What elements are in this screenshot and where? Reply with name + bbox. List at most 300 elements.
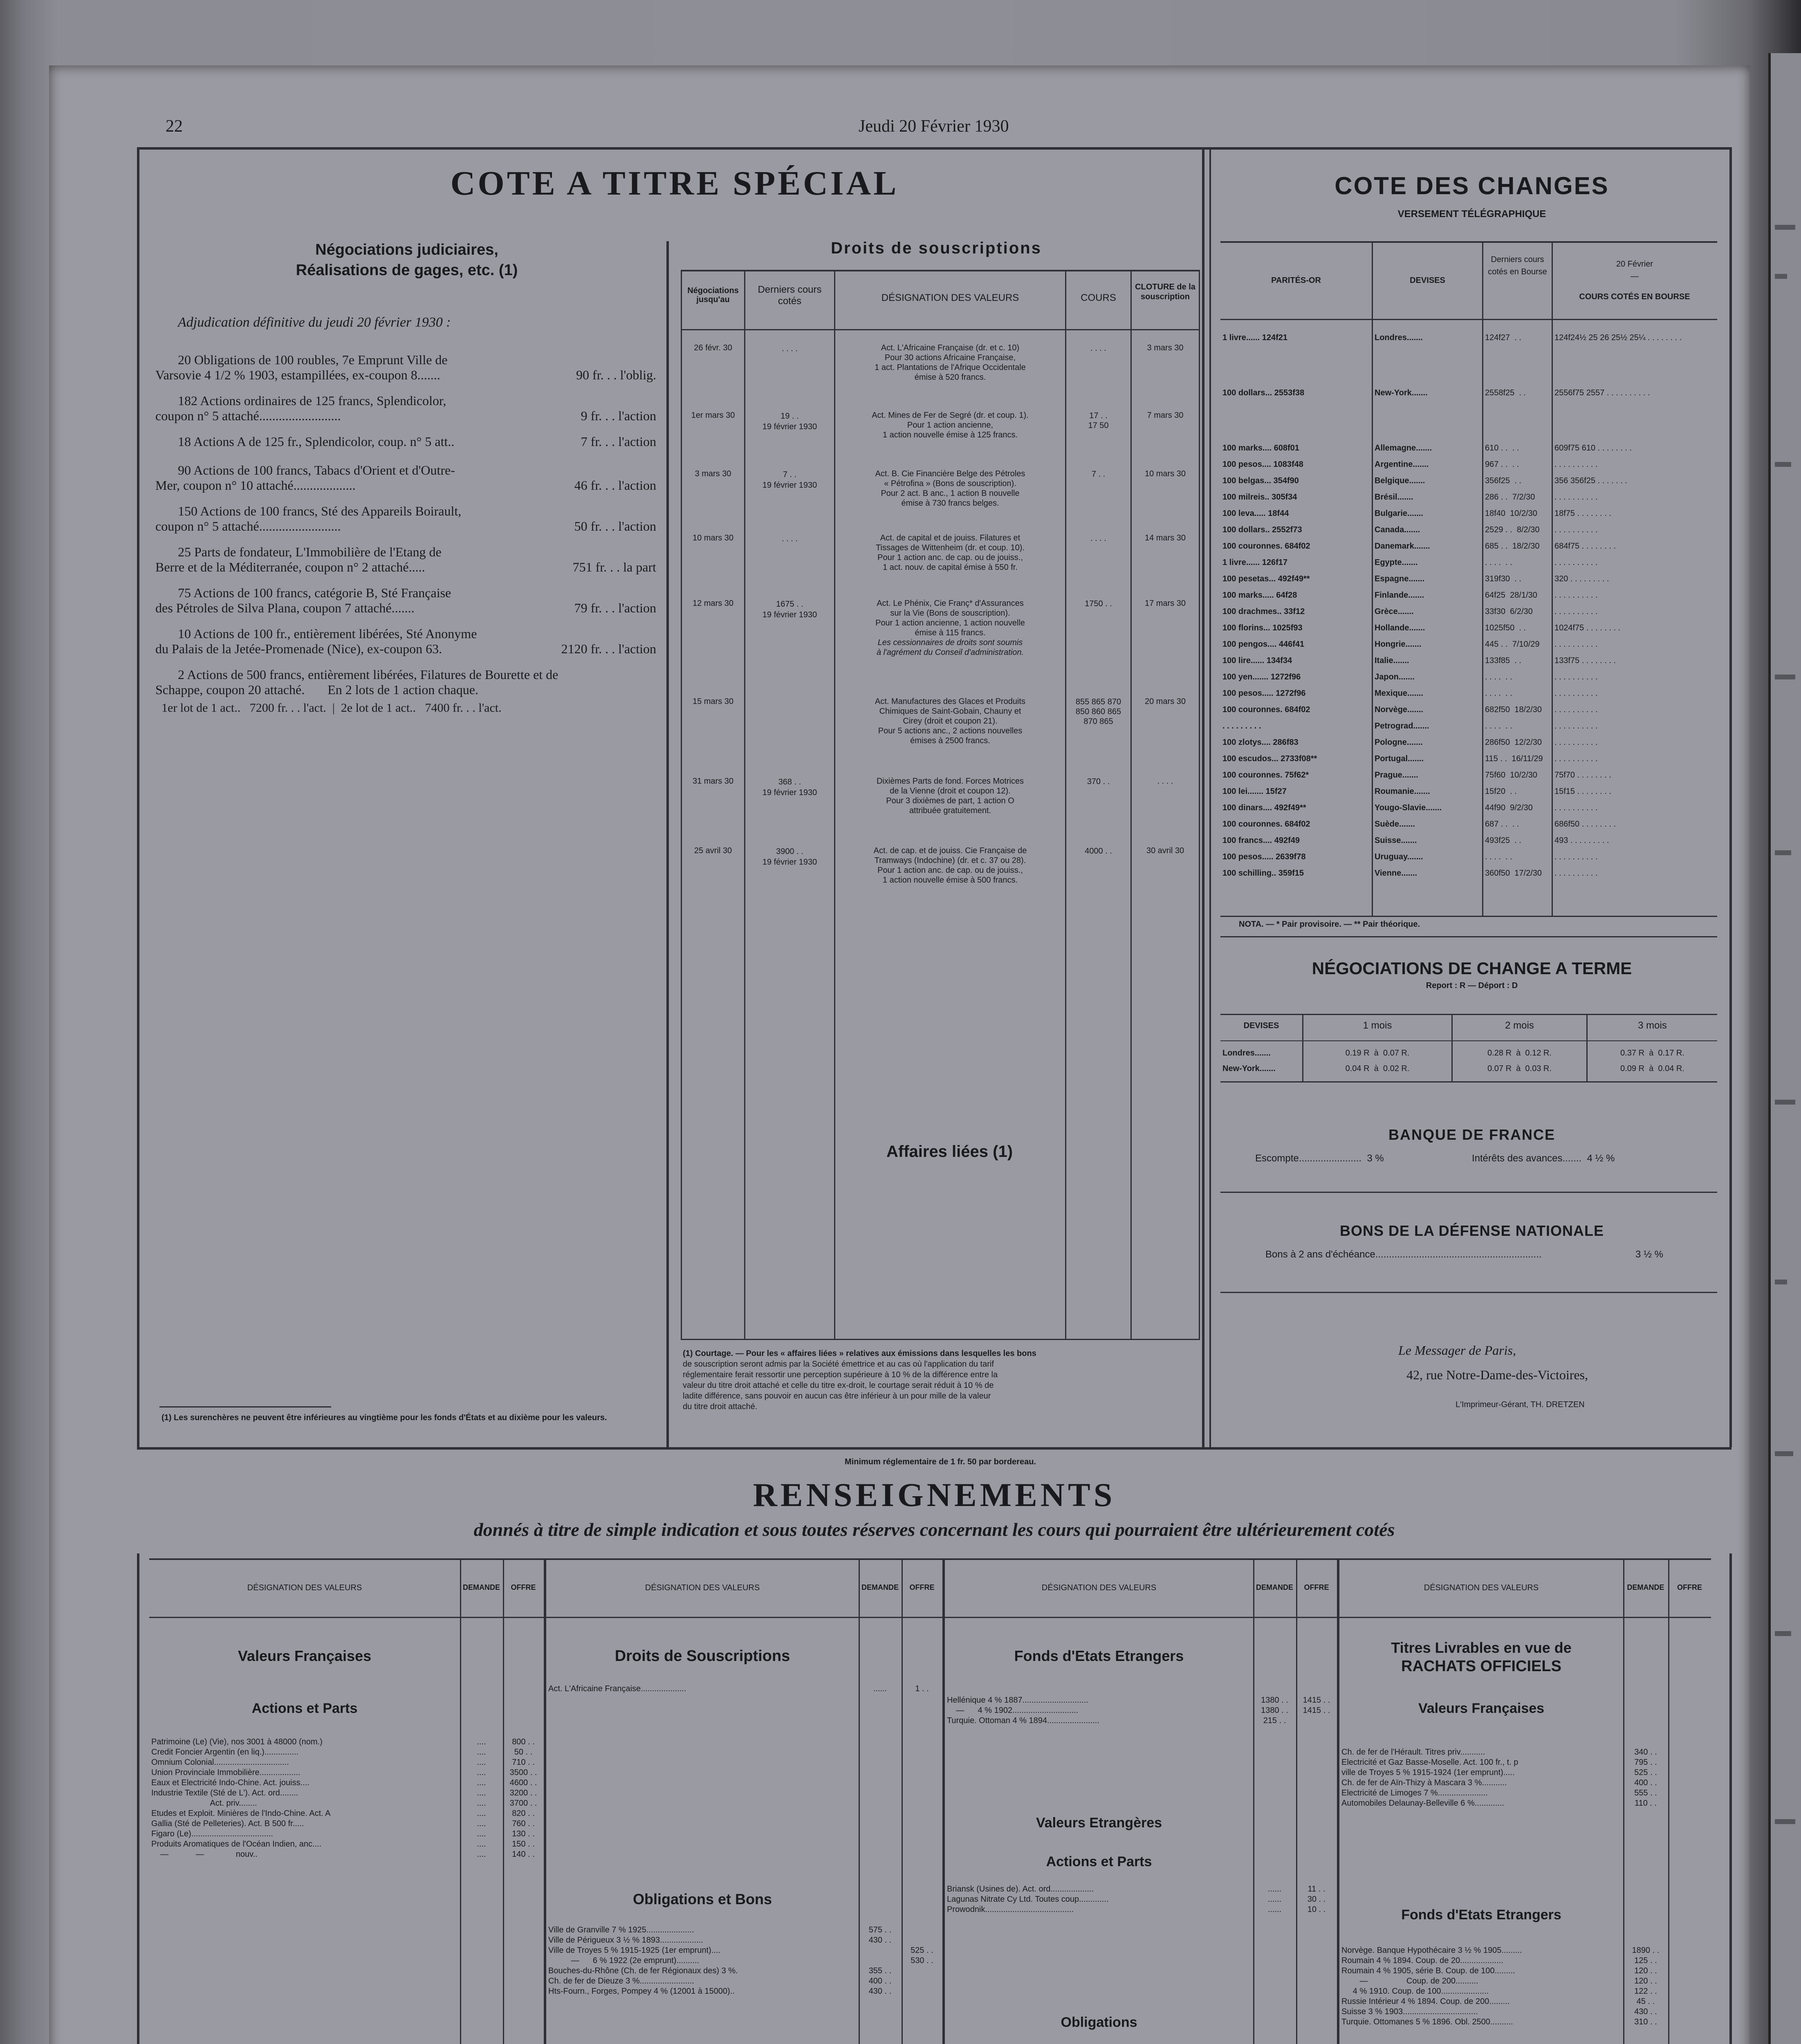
change-parite: 100 drachmes.. 33f12 xyxy=(1222,607,1305,616)
rens-row-demande: .... xyxy=(477,1819,486,1828)
droits-cours: 370 . . xyxy=(1087,777,1110,786)
change-parite: 1 livre...... 124f21 xyxy=(1222,333,1287,342)
change-devise: Japon....... xyxy=(1375,672,1415,681)
change-cours: 686f50 . . . . . . . . xyxy=(1554,820,1616,829)
change-cours: . . . . . . . . . . xyxy=(1554,803,1598,812)
change-parite: 100 belgas... 354f90 xyxy=(1222,476,1299,485)
change-parite: 100 marks.... 608f01 xyxy=(1222,444,1299,453)
rens-row-demande: .... xyxy=(477,1840,486,1849)
rens-row-designation: Automobiles Delaunay-Belleville 6 %............. xyxy=(1341,1799,1504,1808)
negociation-line: des Pétroles de Silva Plana, coupon 7 attaché....... xyxy=(155,601,415,615)
minimum-line: Minimum réglementaire de 1 fr. 50 par bordereau. xyxy=(845,1457,1036,1466)
rens-row-demande: 120 . . xyxy=(1634,1966,1657,1975)
negociation-price: 90 fr. . . l'oblig. xyxy=(576,368,656,382)
droits-dernier-cours: 19 . . 19 février 1930 xyxy=(762,412,817,431)
rens-row-demande: 795 . . xyxy=(1634,1758,1657,1767)
rens-row-demande: .... xyxy=(477,1778,486,1787)
rens-row-designation: — — nouv.. xyxy=(151,1850,258,1859)
rens-row-demande: 215 . . xyxy=(1263,1716,1286,1725)
change-cours: . . . . . . . . . . xyxy=(1554,689,1598,698)
rens-heading: Obligations et Bons xyxy=(632,1891,772,1907)
droits-cours: . . . . xyxy=(1090,344,1106,353)
droits-date: 15 mars 30 xyxy=(692,697,734,706)
adjacent-page-edge xyxy=(1768,53,1801,2044)
negociations-footnote: (1) Les surenchères ne peuvent être inférieures au vingtième pour les fonds d'États et au dixième pour les valeurs. xyxy=(161,1413,607,1422)
rens-row-designation: Briansk (Usines de). Act. ord................... xyxy=(947,1885,1094,1894)
change-dernier-cours: 75f60 10/2/30 xyxy=(1485,771,1537,780)
rens-heading: Fonds d'Etats Etrangers xyxy=(1014,1647,1184,1664)
terme-1mois: 0.04 R à 0.02 R. xyxy=(1345,1064,1410,1073)
change-parite: 100 milreis.. 305f34 xyxy=(1222,493,1297,502)
rens-col-offre: OFFRE xyxy=(511,1583,536,1591)
droits-designation: 1 action nouvelle émise à 125 francs. xyxy=(882,430,1018,439)
droits-col-negociations: Négociations jusqu'au xyxy=(687,286,739,304)
rens-row-offre: 1 . . xyxy=(915,1684,929,1693)
affaires-liees: Affaires liées (1) xyxy=(886,1143,1013,1161)
rens-row-offre: 1415 . . xyxy=(1303,1696,1330,1705)
change-dernier-cours: . . . . . . xyxy=(1485,558,1512,567)
adjudication-line: Adjudication définitive du jeudi 20 février 1930 : xyxy=(178,315,451,330)
changes-col-parites: PARITÉS-OR xyxy=(1271,276,1321,285)
droits-col-derniers: Derniers cours cotés xyxy=(758,284,822,307)
change-dernier-cours: . . . . . . xyxy=(1485,689,1512,698)
rens-heading: RACHATS OFFICIELS xyxy=(1401,1658,1561,1675)
droits-designation: Pour 5 actions anc., 2 actions nouvelles xyxy=(878,726,1023,735)
change-parite: 100 yen....... 1272f96 xyxy=(1222,672,1301,681)
droits-designation: « Pétrofina » (Bons de souscription). xyxy=(884,479,1016,488)
rens-row-offre: 525 . . xyxy=(911,1946,933,1955)
negociation-price: 2120 fr. . . l'action xyxy=(561,641,656,656)
rens-row-offre: 130 . . xyxy=(512,1829,535,1838)
rens-row-demande: 1380 . . xyxy=(1261,1696,1288,1705)
change-dernier-cours: 445 . . 7/10/29 xyxy=(1485,640,1540,649)
rule-line xyxy=(942,1558,945,2044)
droits-col-cours: COURS xyxy=(1081,292,1116,303)
change-dernier-cours: 33f30 6/2/30 xyxy=(1485,607,1533,616)
droits-designation: Act. Mines de Fer de Segré (dr. et coup. 1). xyxy=(872,411,1029,420)
droits-date: 26 févr. 30 xyxy=(694,343,732,352)
terme-3mois: 0.09 R à 0.04 R. xyxy=(1620,1064,1684,1073)
terme-col-3mois: 3 mois xyxy=(1638,1020,1667,1031)
change-dernier-cours: 15f20 . . xyxy=(1485,787,1517,796)
droits-designation: Pour 1 action anc. de cap. ou de jouiss., xyxy=(877,553,1023,562)
rens-row-offre: 3500 . . xyxy=(509,1768,537,1777)
change-parite: 100 couronnes. 75f62* xyxy=(1222,771,1309,780)
change-cours: 18f75 . . . . . . . . xyxy=(1554,509,1611,518)
change-parite: 100 couronnes. 684f02 xyxy=(1222,705,1310,714)
change-devise: Bulgarie....... xyxy=(1375,509,1423,518)
courtage-line: de souscription seront admis par la Société émettrice et au cas où l'application du tarif xyxy=(683,1360,994,1369)
change-devise: Argentine....... xyxy=(1375,460,1429,469)
rens-row-designation: Lagunas Nitrate Cy Ltd. Toutes coup............. xyxy=(947,1895,1109,1904)
droits-designation: de la Vienne (droit et coupon 12). xyxy=(890,787,1011,796)
rens-heading: Titres Livrables en vue de xyxy=(1391,1639,1572,1656)
droits-date: 12 mars 30 xyxy=(692,599,734,608)
change-parite: 100 pesetas... 492f49** xyxy=(1222,574,1310,583)
droits-designation: 1 act. nouv. de capital émise à 550 fr. xyxy=(883,563,1018,572)
change-dernier-cours: 1025f50 . . xyxy=(1485,623,1526,632)
droits-designation: à l'agrément du Conseil d'administration. xyxy=(876,648,1024,657)
rens-row-designation: Patrimoine (Le) (Vie), nos 3001 à 48000 (nom.) xyxy=(151,1737,323,1746)
rens-row-offre: 760 . . xyxy=(512,1819,535,1828)
imprint-messager: Le Messager de Paris, xyxy=(1398,1343,1516,1358)
droits-col-designation: DÉSIGNATION DES VALEURS xyxy=(881,292,1019,303)
rens-row-designation: Omnium Colonial................................. xyxy=(151,1758,289,1767)
rens-row-designation: Roumain 4 % 1894. Coup. de 20................... xyxy=(1341,1956,1503,1965)
courtage-line: (1) Courtage. — Pour les « affaires liées » relatives aux émissions dans lesquelles les bons xyxy=(683,1349,1036,1358)
change-dernier-cours: 124f27 . . xyxy=(1485,333,1521,342)
change-devise: Pologne....... xyxy=(1375,738,1423,747)
rens-row-demande: .... xyxy=(477,1799,486,1808)
change-devise: Canada....... xyxy=(1375,525,1420,534)
renseignements-subtitle: donnés à titre de simple indication et sous toutes réserves concernant les cours qui pourraient être ultérieurement cotés xyxy=(473,1519,1395,1540)
rens-row-demande: .... xyxy=(477,1748,486,1757)
rens-row-designation: 4 % 1910. Coup. de 100..................... xyxy=(1341,1987,1489,1996)
terme-devise: Londres....... xyxy=(1222,1049,1271,1058)
droits-cloture: . . . . xyxy=(1157,777,1173,786)
droits-designation: 1 act. Plantations de l'Afrique Occidentale xyxy=(875,363,1026,372)
rens-col-designation: DÉSIGNATION DES VALEURS xyxy=(645,1583,760,1592)
negociation-line: 2 Actions de 500 francs, entièrement libérées, Filatures de Bourette et de xyxy=(178,667,558,682)
change-parite: 100 marks..... 64f28 xyxy=(1222,591,1297,600)
change-devise: Brésil....... xyxy=(1375,493,1413,502)
rule-line xyxy=(1296,1558,1297,2044)
change-parite: 100 lei....... 15f27 xyxy=(1222,787,1287,796)
rens-heading: Valeurs Etrangères xyxy=(1036,1815,1162,1831)
change-devise: Portugal....... xyxy=(1375,754,1424,763)
rens-row-demande: .... xyxy=(477,1768,486,1777)
rens-row-designation: Union Provinciale Immobilière.................. xyxy=(151,1768,301,1777)
change-devise: Prague....... xyxy=(1375,771,1418,780)
rens-col-demande: DEMANDE xyxy=(1256,1583,1293,1591)
rens-row-demande: 122 . . xyxy=(1634,1987,1657,1996)
change-parite: 100 couronnes. 684f02 xyxy=(1222,820,1310,829)
change-cours: 493 . . . . . . . . . xyxy=(1554,836,1609,845)
rens-row-designation: Ville de Périgueux 3 ½ % 1893................... xyxy=(548,1936,703,1945)
droits-designation: Chimiques de Saint-Gobain, Chauny et xyxy=(879,707,1021,716)
droits-dernier-cours: 368 . . 19 février 1930 xyxy=(762,778,817,797)
imprint-printer: L'Imprimeur-Gérant, TH. DRETZEN xyxy=(1456,1400,1585,1409)
change-dernier-cours: 64f25 28/1/30 xyxy=(1485,591,1537,600)
droits-designation: Pour 1 action anc. de cap. ou de jouiss., xyxy=(877,866,1023,875)
change-devise: Suisse....... xyxy=(1375,836,1417,845)
change-parite: 100 pesos.... 1083f48 xyxy=(1222,460,1303,469)
droits-col-cloture: CLOTURE de la souscription xyxy=(1135,282,1195,301)
droits-designation: Pour 1 action ancienne, 1 action nouvelle xyxy=(875,619,1025,628)
change-cours: 75f70 . . . . . . . . xyxy=(1554,771,1611,780)
rens-row-designation: Eaux et Electricité Indo-Chine. Act. jouiss.... xyxy=(151,1778,310,1787)
terme-1mois: 0.19 R à 0.07 R. xyxy=(1345,1049,1410,1058)
bons-rate: 3 ½ % xyxy=(1635,1249,1664,1260)
change-cours: 320 . . . . . . . . . xyxy=(1554,574,1609,583)
imprint-address: 42, rue Notre-Dame-des-Victoires, xyxy=(1406,1367,1588,1382)
change-cours: . . . . . . . . . . xyxy=(1554,722,1598,731)
rens-row-offre: 820 . . xyxy=(512,1809,535,1818)
droits-designation: Act. Manufactures des Glaces et Produits xyxy=(875,697,1025,706)
rens-row-designation: Produits Aromatiques de l'Océan Indien, anc.... xyxy=(151,1840,322,1849)
rens-row-designation: Prowodnik....................................... xyxy=(947,1905,1074,1914)
rens-row-designation: ville de Troyes 5 % 1915-1924 (1er emprunt)..... xyxy=(1341,1768,1515,1777)
change-cours: . . . . . . . . . . xyxy=(1554,640,1598,649)
rule-line xyxy=(1337,1558,1339,2044)
change-parite: 100 schilling.. 359f15 xyxy=(1222,869,1304,878)
change-devise: Petrograd....... xyxy=(1375,722,1429,731)
change-devise: Suède....... xyxy=(1375,820,1415,829)
changes-col-devises: DEVISES xyxy=(1410,276,1445,285)
change-cours: . . . . . . . . . . xyxy=(1554,869,1598,878)
rens-row-designation: Ville de Granville 7 % 1925..................... xyxy=(548,1925,694,1934)
rens-row-designation: Turquie. Ottoman 4 % 1894....................... xyxy=(947,1716,1099,1725)
rens-row-designation: Act. priv........ xyxy=(151,1799,257,1808)
droits-designation: Pour 30 actions Africaine Française, xyxy=(884,353,1016,362)
rens-row-designation: Etudes et Exploit. Minières de l'Indo-Chine. Act. A xyxy=(151,1809,331,1818)
change-cours: . . . . . . . . . . xyxy=(1554,460,1598,469)
change-parite: . . . . . . . . . xyxy=(1222,722,1261,731)
negociation-line: 75 Actions de 100 francs, catégorie B, Sté Française xyxy=(178,585,451,600)
page-number: 22 xyxy=(166,117,183,136)
droits-cours: 855 865 870 850 860 865 870 865 xyxy=(1075,697,1121,726)
negociation-price: 9 fr. . . l'action xyxy=(581,408,656,423)
negociation-price: 79 fr. . . l'action xyxy=(574,601,656,615)
change-cours: . . . . . . . . . . xyxy=(1554,525,1598,534)
change-dernier-cours: 610 . . . . xyxy=(1485,444,1519,453)
change-parite: 100 pesos..... 2639f78 xyxy=(1222,852,1306,861)
rens-row-designation: — Coup. de 200.......... xyxy=(1341,1977,1478,1986)
rens-row-demande: ...... xyxy=(1267,1905,1282,1914)
droits-heading: Droits de souscriptions xyxy=(831,239,1042,257)
change-cours: . . . . . . . . . . xyxy=(1554,738,1598,747)
change-dernier-cours: 360f50 17/2/30 xyxy=(1485,869,1542,878)
rens-row-offre: 530 . . xyxy=(911,1956,933,1965)
change-dernier-cours: 286 . . 7/2/30 xyxy=(1485,493,1535,502)
rens-row-demande: 430 . . xyxy=(1634,2007,1657,2016)
change-dernier-cours: . . . . . . xyxy=(1485,852,1512,861)
droits-cloture: 17 mars 30 xyxy=(1144,599,1186,608)
change-cours: 609f75 610 . . . . . . . . xyxy=(1554,444,1632,453)
rule-line xyxy=(902,1558,903,2044)
negociation-price: 46 fr. . . l'action xyxy=(574,478,656,493)
change-cours: . . . . . . . . . . xyxy=(1554,754,1598,763)
rule-line xyxy=(1253,1558,1254,2044)
droits-designation: Act. de cap. et de jouiss. Cie Française de xyxy=(873,846,1027,855)
droits-designation: Pour 3 dixièmes de part, 1 action O xyxy=(886,796,1014,805)
changes-col-dash: — xyxy=(1631,272,1639,281)
rens-row-designation: Bouches-du-Rhône (Ch. de fer Régionaux des) 3 %. xyxy=(548,1966,738,1975)
rens-row-offre: 800 . . xyxy=(512,1737,535,1746)
rens-row-designation: Act. L'Africaine Française.................... xyxy=(548,1684,686,1693)
change-parite: 100 pesos..... 1272f96 xyxy=(1222,689,1306,698)
droits-cloture: 30 avril 30 xyxy=(1146,846,1184,855)
change-parite: 100 dollars.. 2552f73 xyxy=(1222,525,1302,534)
change-devise: Egypte....... xyxy=(1375,558,1418,567)
droits-designation: Pour 1 action ancienne, xyxy=(907,421,994,430)
changes-col-derniers: Derniers cours cotés en Bourse xyxy=(1488,255,1547,276)
terme-2mois: 0.28 R à 0.12 R. xyxy=(1487,1049,1552,1058)
rens-heading: Fonds d'Etats Etrangers xyxy=(1401,1907,1561,1923)
rens-row-offre: 140 . . xyxy=(512,1850,535,1859)
change-devise: Roumanie....... xyxy=(1375,787,1430,796)
change-devise: Allemagne....... xyxy=(1375,444,1432,453)
change-devise: Yougo-Slavie....... xyxy=(1375,803,1442,812)
rens-row-offre: 710 . . xyxy=(512,1758,535,1767)
droits-dernier-cours: 7 . . 19 février 1930 xyxy=(762,470,817,490)
rens-row-designation: Figaro (Le).................................... xyxy=(151,1829,273,1838)
changes-col-cours: COURS COTÉS EN BOURSE xyxy=(1579,292,1690,301)
droits-designation: Tissages de Wittenheim (dr. et coup. 10). xyxy=(876,543,1025,552)
droits-designation: Cirey (droit et coupon 21). xyxy=(903,717,998,726)
negociation-line: 150 Actions de 100 francs, Sté des Appareils Boirault, xyxy=(178,504,462,518)
change-parite: 100 couronnes. 684f02 xyxy=(1222,542,1310,551)
negociation-line: du Palais de la Jetée-Promenade (Nice), ex-coupon 63. xyxy=(155,641,442,656)
change-devise: Londres....... xyxy=(1375,333,1423,342)
change-cours: . . . . . . . . . . xyxy=(1554,591,1598,600)
rens-row-offre: 11 . . xyxy=(1308,1885,1326,1894)
droits-designation: Act. B. Cie Financière Belge des Pétroles xyxy=(875,469,1025,478)
rule-line xyxy=(544,1558,546,2044)
rens-row-offre: 3700 . . xyxy=(509,1799,537,1808)
change-cours: 1024f75 . . . . . . . . xyxy=(1554,623,1621,632)
change-cours: 356 356f25 . . . . . . . xyxy=(1554,476,1627,485)
rens-col-demande: DEMANDE xyxy=(462,1583,500,1591)
change-parite: 100 francs.... 492f49 xyxy=(1222,836,1300,845)
negociation-price: 751 fr. . . la part xyxy=(572,560,656,574)
lots-line: 1er lot de 1 act.. 7200 fr. . . l'act. | 2e lot de 1 act.. 7400 fr. . . l'act. xyxy=(161,701,502,715)
rens-col-demande: DEMANDE xyxy=(1627,1583,1664,1591)
negociation-line: Mer, coupon n° 10 attaché................... xyxy=(155,478,356,493)
droits-date: 25 avril 30 xyxy=(694,846,732,855)
rens-row-demande: .... xyxy=(477,1758,486,1767)
droits-designation: Act. Le Phénix, Cie Franç* d'Assurances xyxy=(877,599,1024,608)
rens-row-demande: ...... xyxy=(873,1684,887,1693)
banque-escompte: Escompte....................... 3 % xyxy=(1255,1153,1384,1164)
droits-dernier-cours: . . . . xyxy=(782,344,798,353)
rens-row-demande: 310 . . xyxy=(1634,2017,1657,2026)
rens-row-demande: 1380 . . xyxy=(1261,1706,1288,1715)
negociation-line: Schappe, coupon 20 attaché. En 2 lots de 1 action chaque. xyxy=(155,682,478,697)
rens-heading: Actions et Parts xyxy=(1046,1854,1152,1869)
change-devise: Danemark....... xyxy=(1375,542,1430,551)
rens-row-demande: 45 . . xyxy=(1636,1997,1655,2006)
rens-row-designation: Electricité et Gaz Basse-Moselle. Act. 100 fr., t. p xyxy=(1341,1758,1518,1767)
droits-designation: émise à 520 francs. xyxy=(914,373,986,382)
rens-row-designation: Ville de Troyes 5 % 1915-1925 (1er emprunt).... xyxy=(548,1946,720,1955)
droits-designation: Dixièmes Parts de fond. Forces Motrices xyxy=(876,777,1024,786)
courtage-line: ladite différence, sans pouvoir en aucun cas être inférieur à un pour mille de la valeur xyxy=(683,1392,991,1401)
changes-nota: NOTA. — * Pair provisoire. — ** Pair théorique. xyxy=(1239,920,1420,929)
rens-row-demande: 430 . . xyxy=(868,1987,892,1996)
negociation-line: 10 Actions de 100 fr., entièrement libérées, Sté Anonyme xyxy=(178,626,477,641)
courtage-line: réglementaire ferait ressortir une perception supérieure à 10 % de la différence entre la xyxy=(683,1370,998,1379)
droits-date: 10 mars 30 xyxy=(692,533,734,542)
negociation-line: 25 Parts de fondateur, L'Immobilière de l'Etang de xyxy=(178,545,442,559)
negociation-line: 20 Obligations de 100 roubles, 7e Emprunt Ville de xyxy=(178,352,448,367)
rens-row-demande: 400 . . xyxy=(1634,1778,1657,1787)
change-dernier-cours: 356f25 . . xyxy=(1485,476,1521,485)
change-dernier-cours: . . . . . . xyxy=(1485,672,1512,681)
negociation-line: coupon n° 5 attaché......................... xyxy=(155,519,341,533)
rens-row-demande: .... xyxy=(477,1788,486,1797)
rens-row-offre: 10 . . xyxy=(1307,1905,1326,1914)
change-dernier-cours: 115 . . 16/11/29 xyxy=(1485,754,1543,763)
change-devise: Belgique....... xyxy=(1375,476,1425,485)
terme-col-1mois: 1 mois xyxy=(1363,1020,1392,1031)
droits-dernier-cours: 3900 . . 19 février 1930 xyxy=(762,847,817,867)
change-devise: Norvège....... xyxy=(1375,705,1423,714)
change-devise: Hongrie....... xyxy=(1375,640,1422,649)
change-parite: 100 florins... 1025f93 xyxy=(1222,623,1303,632)
change-parite: 100 dollars... 2553f38 xyxy=(1222,388,1305,397)
droits-cloture: 10 mars 30 xyxy=(1144,469,1186,478)
change-parite: 1 livre...... 126f17 xyxy=(1222,558,1287,567)
droits-designation: Tramways (Indochine) (dr. et c. 37 ou 28). xyxy=(874,856,1026,865)
rens-row-designation: Roumain 4 % 1905, série B. Coup. de 100......... xyxy=(1341,1966,1515,1975)
rens-col-designation: DÉSIGNATION DES VALEURS xyxy=(1041,1583,1157,1592)
negociations-heading: Négociations judiciaires, xyxy=(315,241,498,258)
change-parite: 100 pengos.... 446f41 xyxy=(1222,640,1305,649)
change-dernier-cours: 685 . . 18/2/30 xyxy=(1485,542,1540,551)
rens-row-designation: Norvège. Banque Hypothécaire 3 ½ % 1905......... xyxy=(1341,1946,1522,1955)
droits-designation: Les cessionnaires de droits sont soumis xyxy=(877,638,1023,647)
rens-row-offre: 50 . . xyxy=(514,1748,533,1757)
banque-interets: Intérêts des avances....... 4 ½ % xyxy=(1472,1153,1615,1164)
change-cours: . . . . . . . . . . xyxy=(1554,705,1598,714)
change-devise: Grèce....... xyxy=(1375,607,1414,616)
negociation-price: 7 fr. . . l'action xyxy=(581,434,656,449)
change-cours: 684f75 . . . . . . . . xyxy=(1554,542,1616,551)
change-cours: 133f75 . . . . . . . . xyxy=(1554,656,1616,665)
rens-row-demande: 355 . . xyxy=(868,1966,892,1975)
rens-row-offre: 1415 . . xyxy=(1303,1706,1330,1715)
change-cours: 2556f75 2557 . . . . . . . . . . xyxy=(1554,388,1650,397)
bons-line: Bons à 2 ans d'échéance............................................................. xyxy=(1265,1249,1542,1260)
rens-row-demande: .... xyxy=(477,1809,486,1818)
rens-row-demande: 125 . . xyxy=(1634,1956,1657,1965)
droits-dernier-cours: 1675 . . 19 février 1930 xyxy=(762,600,817,619)
negociation-line: 18 Actions A de 125 fr., Splendicolor, coup. n° 5 att.. xyxy=(178,434,455,449)
change-cours: . . . . . . . . . . xyxy=(1554,852,1598,861)
terme-2mois: 0.07 R à 0.03 R. xyxy=(1487,1064,1552,1073)
change-dernier-cours: 2529 . . 8/2/30 xyxy=(1485,525,1540,534)
rens-row-designation: Ch. de fer de l'Hérault. Titres priv........... xyxy=(1341,1748,1485,1757)
rens-row-demande: 555 . . xyxy=(1634,1788,1657,1797)
banque-france-title: BANQUE DE FRANCE xyxy=(1388,1126,1555,1143)
droits-cloture: 20 mars 30 xyxy=(1144,697,1186,706)
change-devise: Mexique....... xyxy=(1375,689,1423,698)
droits-designation: émise à 115 francs. xyxy=(915,628,986,637)
droits-cours: 1750 . . xyxy=(1085,599,1112,608)
droits-cours: . . . . xyxy=(1090,534,1106,543)
change-dernier-cours: 2558f25 . . xyxy=(1485,388,1526,397)
rens-row-offre: 150 . . xyxy=(512,1840,535,1849)
rens-row-demande: 575 . . xyxy=(868,1925,892,1934)
rens-row-designation: Gallia (Sté de Pelleteries). Act. B 500 fr..... xyxy=(151,1819,304,1828)
change-parite: 100 escudos... 2733f08** xyxy=(1222,754,1317,763)
negociation-line: coupon n° 5 attaché......................... xyxy=(155,408,341,423)
rens-row-demande: 340 . . xyxy=(1634,1748,1657,1757)
rens-row-demande: 400 . . xyxy=(868,1977,892,1986)
droits-designation: 1 action nouvelle émise à 500 francs. xyxy=(882,876,1018,885)
change-devise: Espagne....... xyxy=(1375,574,1425,583)
rens-row-designation: Industrie Textile (Sté de L'). Act. ord........ xyxy=(151,1788,298,1797)
rens-row-demande: 120 . . xyxy=(1634,1977,1657,1986)
rens-row-designation: — 6 % 1922 (2e emprunt).......... xyxy=(548,1956,700,1965)
droits-designation: Act. L'Africaine Française (dr. et c. 10) xyxy=(881,343,1020,352)
droits-cours: 7 . . xyxy=(1091,470,1106,479)
change-parite: 100 dinars.... 492f49** xyxy=(1222,803,1306,812)
change-dernier-cours: 687 . . . . xyxy=(1485,820,1519,829)
rens-heading: Actions et Parts xyxy=(251,1701,358,1716)
droits-date: 3 mars 30 xyxy=(695,469,731,478)
